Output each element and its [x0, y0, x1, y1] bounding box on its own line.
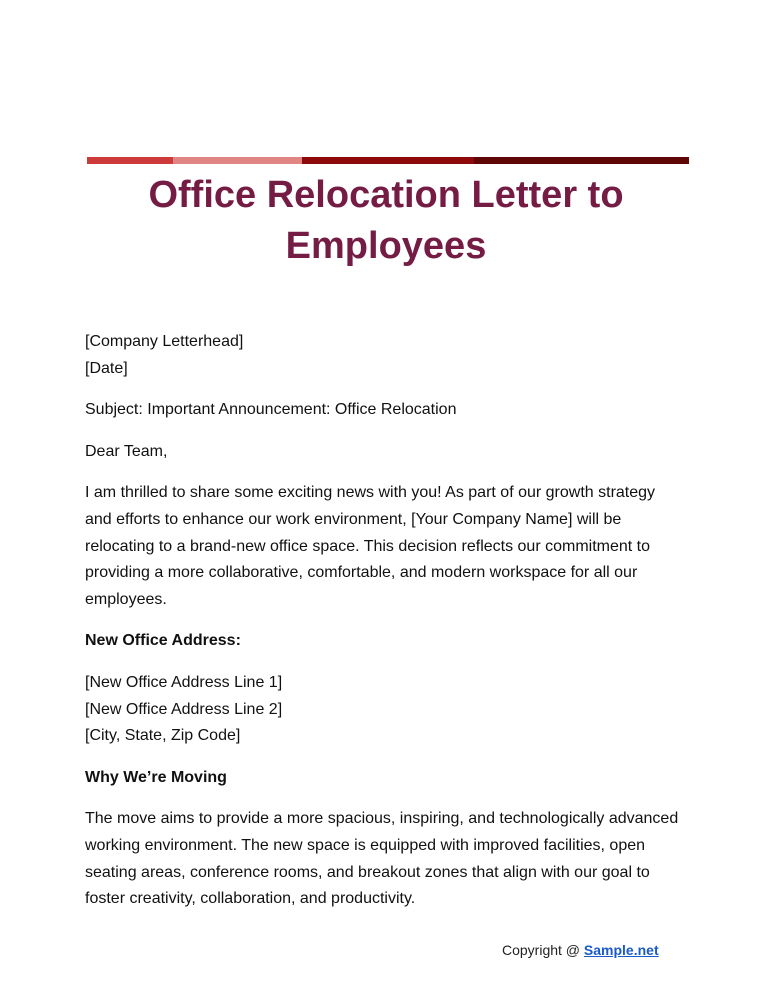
address-city-state-zip: [City, State, Zip Code] [85, 727, 241, 745]
color-bar-segment-2 [173, 157, 302, 164]
copyright-footer [502, 940, 659, 960]
company-letterhead: [Company Letterhead] [85, 333, 244, 350]
letter-date: [Date] [85, 359, 128, 377]
intro-paragraph: I am thrilled to share some exciting news with you! As part of our growth strategy and efforts to enhance our work environment, [Your Company Name] will be relocating to a brand-new office space. This decision reflects our commitment to providing a more collaborative, comfortable, and modern workspace for all our employees. [85, 484, 656, 608]
copyright-text: Copyright @ [502, 942, 584, 958]
color-bar-segment-4 [474, 157, 689, 164]
why-moving-paragraph: The move aims to provide a more spacious, inspiring, and technologically advanced working environment. The new space is equipped with improved facilities, open seating areas, conference rooms, and breakout zones that align with our goal to foster creativity, collaboration, and productivity. [85, 810, 679, 908]
letter-subject: Subject: Important Announcement: Office Relocation [85, 401, 457, 419]
color-bar-segment-1 [87, 157, 173, 164]
address-line-1: [New Office Address Line 1] [85, 673, 283, 691]
title-line-2: Employees [285, 225, 487, 267]
sample-net-link[interactable]: Sample.net [583, 942, 659, 958]
decorative-color-bar [87, 157, 689, 164]
address-heading: New Office Address: [85, 632, 241, 650]
letter-body [85, 329, 685, 913]
document-title [87, 170, 685, 272]
address-line-2: [New Office Address Line 2] [85, 700, 283, 718]
title-line-1: Office Relocation Letter to [148, 174, 624, 216]
color-bar-segment-3 [302, 157, 474, 164]
why-moving-heading: Why We’re Moving [85, 768, 227, 786]
salutation: Dear Team, [85, 442, 168, 460]
